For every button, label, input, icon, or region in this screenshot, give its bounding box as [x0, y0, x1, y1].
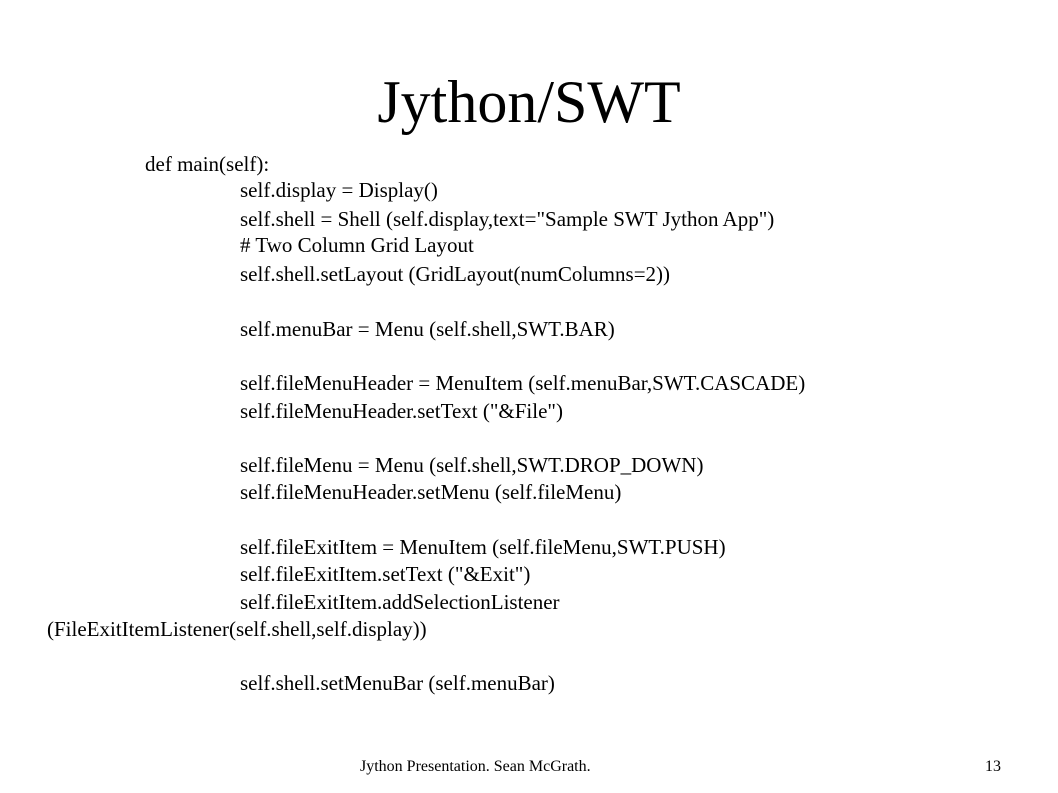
code-line: (FileExitItemListener(self.shell,self.display)) — [47, 617, 427, 641]
slide-title: Jython/SWT — [377, 69, 681, 135]
code-line: self.fileMenuHeader = MenuItem (self.menuBar,SWT.CASCADE) — [240, 371, 806, 395]
code-line: self.fileExitItem.addSelectionListener — [240, 590, 560, 614]
code-line: # Two Column Grid Layout — [240, 233, 474, 257]
code-line: self.fileExitItem = MenuItem (self.fileMenu,SWT.PUSH) — [240, 535, 726, 559]
page-number: 13 — [985, 758, 1001, 775]
code-line: self.fileMenuHeader.setMenu (self.fileMenu) — [240, 480, 622, 504]
footer-text: Jython Presentation. Sean McGrath. — [360, 758, 591, 775]
code-line: self.shell = Shell (self.display,text="Sample SWT Jython App") — [240, 207, 775, 231]
code-line: self.shell.setMenuBar (self.menuBar) — [240, 671, 555, 695]
code-line: self.fileExitItem.setText ("&Exit") — [240, 562, 531, 586]
code-line: self.fileMenuHeader.setText ("&File") — [240, 399, 563, 423]
code-line: self.shell.setLayout (GridLayout(numColumns=2)) — [240, 262, 671, 286]
code-line: self.menuBar = Menu (self.shell,SWT.BAR) — [240, 317, 615, 341]
code-line: def main(self): — [145, 152, 270, 176]
code-line: self.display = Display() — [240, 178, 438, 202]
code-line: self.fileMenu = Menu (self.shell,SWT.DROP_DOWN) — [240, 453, 704, 477]
